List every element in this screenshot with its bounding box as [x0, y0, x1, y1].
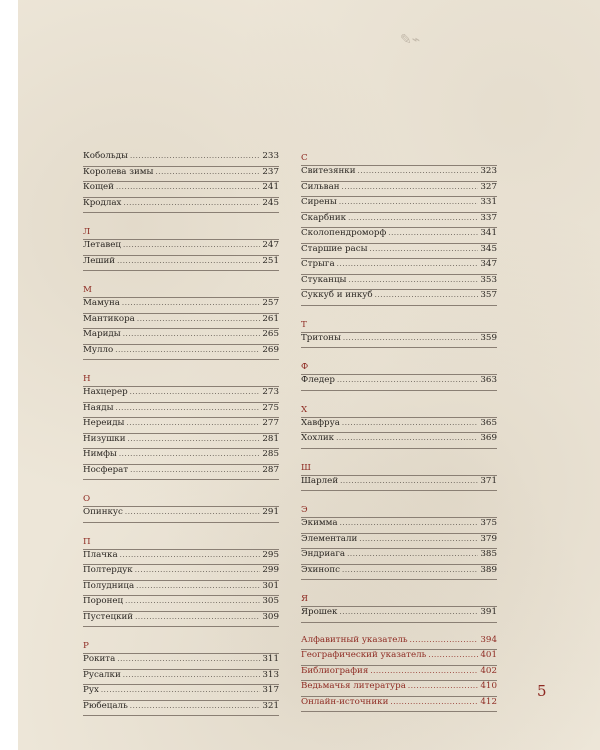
toc-entry[interactable]	[83, 198, 279, 214]
section-letter: О	[83, 492, 279, 507]
dot-leader	[116, 404, 261, 412]
toc-entry[interactable]	[83, 151, 279, 167]
toc-entry[interactable]	[83, 581, 279, 597]
dot-leader	[339, 198, 479, 206]
toc-column-right	[301, 151, 497, 712]
letter-group	[301, 151, 497, 306]
dot-leader	[123, 671, 261, 679]
entry-title: Нахцерер	[83, 387, 128, 397]
entry-page-number: 327	[480, 181, 497, 192]
entry-title: Полудница	[83, 580, 135, 591]
dot-leader	[359, 535, 478, 543]
entry-page-number: 285	[262, 449, 279, 459]
entry-title: Леший	[83, 255, 116, 266]
entry-title: Мулло	[83, 344, 114, 355]
dot-leader	[115, 346, 260, 354]
entry-title: Наяды	[83, 402, 114, 413]
entry-title: Стрыга	[301, 259, 335, 269]
toc-entry[interactable]	[83, 550, 279, 566]
letter-group	[301, 461, 497, 492]
entry-title: Сильван	[301, 181, 340, 192]
entry-page-number: 323	[480, 166, 497, 176]
dot-leader	[388, 229, 478, 237]
dot-leader	[125, 508, 261, 516]
section-letter: П	[83, 535, 279, 550]
entry-page-number: 251	[262, 255, 279, 266]
entry-title: Тритоны	[301, 332, 341, 343]
dot-leader	[123, 330, 261, 338]
letter-group	[83, 151, 279, 213]
section-letter: Ш	[301, 461, 497, 476]
entry-title: Рокита	[83, 654, 116, 664]
book-page	[18, 0, 600, 750]
page-number: 5	[537, 682, 547, 700]
entry-title: Экимма	[301, 518, 338, 528]
entry-title: Мамуна	[83, 298, 120, 308]
entry-page-number: 237	[262, 166, 279, 177]
entry-page-number: 269	[262, 344, 279, 355]
section-letter: Ф	[301, 360, 497, 375]
entry-title: Мантикора	[83, 313, 135, 324]
dot-leader	[116, 183, 260, 191]
entry-page-number: 305	[262, 596, 279, 606]
toc-entry[interactable]	[83, 449, 279, 465]
entry-page-number: 394	[480, 634, 497, 645]
dot-leader	[358, 167, 479, 175]
entry-title: Скарбник	[301, 212, 347, 223]
dot-leader	[137, 315, 261, 323]
toc-entry[interactable]	[83, 654, 279, 670]
toc-entry[interactable]	[83, 403, 279, 419]
entry-page-number: 291	[262, 507, 279, 517]
entry-title: Элементали	[301, 533, 358, 544]
toc-entry[interactable]	[301, 476, 497, 492]
entry-title: Библиография	[301, 665, 369, 676]
toc-entry[interactable]	[301, 375, 497, 391]
entry-title: Королева зимы	[83, 166, 154, 177]
toc-entry[interactable]	[301, 666, 497, 682]
letter-group	[83, 639, 279, 716]
dot-leader	[348, 214, 478, 222]
toc-entry[interactable]	[301, 518, 497, 534]
entry-title: Нереиды	[83, 418, 125, 428]
letter-group	[301, 592, 497, 623]
dot-leader	[339, 608, 478, 616]
entry-title: Стуканцы	[301, 274, 347, 285]
entry-title: Поронец	[83, 596, 124, 606]
toc-entry[interactable]	[301, 565, 497, 581]
entry-page-number: 281	[262, 433, 279, 444]
dot-leader	[120, 551, 261, 559]
section-letter: Л	[83, 225, 279, 240]
dot-leader	[155, 168, 260, 176]
toc-entry[interactable]	[301, 166, 497, 182]
toc-entry[interactable]	[301, 290, 497, 306]
dot-leader	[130, 702, 261, 710]
entry-title: Кродлах	[83, 197, 122, 208]
entry-title: Плачка	[83, 549, 118, 560]
entry-title: Мариды	[83, 329, 121, 339]
toc-entry[interactable]	[83, 345, 279, 361]
toc-entry[interactable]	[301, 534, 497, 550]
toc-entry[interactable]	[301, 697, 497, 713]
entry-page-number: 353	[480, 274, 497, 285]
toc-entry[interactable]	[83, 565, 279, 581]
entry-title: Русалки	[83, 669, 121, 680]
dot-leader	[342, 419, 478, 427]
toc-entry[interactable]	[83, 685, 279, 701]
dot-leader	[119, 450, 261, 458]
section-letter: Р	[83, 639, 279, 654]
entry-title: Хохлик	[301, 433, 335, 443]
section-letter: Т	[301, 318, 497, 333]
entry-title: Эхинопс	[301, 564, 341, 575]
toc-entry[interactable]	[301, 182, 497, 198]
entry-title: Суккуб и инкуб	[301, 290, 373, 300]
letter-group	[83, 372, 279, 480]
toc-entry[interactable]	[83, 256, 279, 272]
entry-page-number: 331	[480, 197, 497, 207]
dot-leader	[130, 466, 260, 474]
dot-leader	[343, 334, 479, 342]
toc-entry[interactable]	[301, 197, 497, 213]
entry-title: Алфавитный указатель	[301, 634, 408, 645]
dot-leader	[370, 667, 478, 675]
entry-title: Нимфы	[83, 449, 117, 459]
toc-entry[interactable]	[301, 275, 497, 291]
entry-page-number: 245	[262, 197, 279, 208]
dot-leader	[128, 435, 261, 443]
dot-leader	[123, 241, 260, 249]
section-letter: Э	[301, 503, 497, 518]
entry-title: Географический указатель	[301, 650, 427, 660]
entry-page-number: 317	[262, 685, 279, 695]
toc-entry[interactable]	[83, 465, 279, 481]
dot-leader	[369, 245, 478, 253]
dot-leader	[390, 698, 478, 706]
toc-entry[interactable]	[301, 607, 497, 623]
entry-page-number: 247	[262, 240, 279, 250]
letter-group	[301, 360, 497, 391]
entry-page-number: 369	[480, 433, 497, 443]
entry-title: Эндриага	[301, 549, 346, 559]
dot-leader	[408, 682, 478, 690]
entry-title: Онлайн-источники	[301, 696, 389, 707]
entry-page-number: 410	[480, 681, 497, 691]
entry-page-number: 311	[262, 654, 279, 664]
toc-entry[interactable]	[301, 213, 497, 229]
toc-entry[interactable]	[301, 635, 497, 651]
dot-leader	[117, 655, 260, 663]
letter-group	[83, 492, 279, 523]
toc-entry[interactable]	[83, 314, 279, 330]
entry-title: Рюбецаль	[83, 700, 128, 711]
dot-leader	[336, 434, 478, 442]
toc-entry[interactable]	[83, 670, 279, 686]
entry-page-number: 391	[480, 607, 497, 617]
letter-group	[83, 535, 279, 628]
letter-group	[83, 225, 279, 271]
entry-title: Кощей	[83, 182, 114, 192]
entry-title: Летавец	[83, 240, 121, 250]
toc-entry[interactable]	[83, 507, 279, 523]
toc-column-left	[83, 151, 279, 716]
dot-leader	[347, 550, 478, 558]
entry-page-number: 309	[262, 611, 279, 622]
entry-page-number: 389	[480, 564, 497, 575]
dot-leader	[135, 613, 260, 621]
toc-entry[interactable]	[83, 167, 279, 183]
toc-entry[interactable]	[83, 298, 279, 314]
toc-entry[interactable]	[301, 244, 497, 260]
entry-page-number: 265	[262, 329, 279, 339]
entry-page-number: 347	[480, 259, 497, 269]
entry-page-number: 401	[480, 650, 497, 660]
toc-entry[interactable]	[83, 182, 279, 198]
dot-leader	[136, 582, 260, 590]
entry-page-number: 273	[262, 387, 279, 397]
entry-title: Носферат	[83, 464, 129, 475]
entry-page-number: 301	[262, 580, 279, 591]
entry-title: Свитезянки	[301, 166, 356, 176]
entry-page-number: 365	[480, 417, 497, 428]
entry-title: Сирены	[301, 197, 337, 207]
entry-title: Рух	[83, 685, 99, 695]
entry-page-number: 321	[262, 700, 279, 711]
entry-page-number: 337	[480, 212, 497, 223]
dot-leader	[126, 419, 260, 427]
toc-entry[interactable]	[83, 387, 279, 403]
entry-title: Ведьмачья литература	[301, 681, 406, 691]
dot-leader	[337, 260, 479, 268]
dot-leader	[428, 651, 478, 659]
entry-page-number: 371	[480, 475, 497, 486]
toc-entry[interactable]	[301, 681, 497, 697]
entry-title: Сколопендроморф	[301, 228, 387, 238]
dot-leader	[375, 291, 479, 299]
entry-title: Старшие расы	[301, 243, 368, 254]
letter-group	[301, 318, 497, 349]
toc-entry[interactable]	[301, 433, 497, 449]
dot-leader	[342, 183, 479, 191]
toc-entry[interactable]	[83, 240, 279, 256]
dot-leader	[342, 566, 478, 574]
letter-group	[83, 283, 279, 360]
letter-group	[301, 503, 497, 580]
dot-leader	[340, 477, 478, 485]
section-letter: Н	[83, 372, 279, 387]
dot-leader	[117, 257, 260, 265]
entry-page-number: 261	[262, 313, 279, 324]
toc-entry[interactable]	[83, 596, 279, 612]
entry-page-number: 363	[480, 375, 497, 385]
dot-leader	[130, 388, 261, 396]
entry-title: Шарлей	[301, 475, 339, 486]
toc-entry[interactable]	[83, 701, 279, 717]
entry-page-number: 313	[262, 669, 279, 680]
entry-page-number: 375	[480, 518, 497, 528]
dot-leader	[348, 276, 478, 284]
faded-stamp: ✎⌁	[400, 32, 421, 48]
section-letter: Х	[301, 403, 497, 418]
toc-entry[interactable]	[301, 418, 497, 434]
entry-title: Фледер	[301, 375, 335, 385]
dot-leader	[125, 597, 260, 605]
dot-leader	[122, 299, 260, 307]
entry-page-number: 275	[262, 402, 279, 413]
dot-leader	[135, 566, 261, 574]
section-letter: С	[301, 151, 497, 166]
toc-entry[interactable]	[83, 418, 279, 434]
entry-page-number: 379	[480, 533, 497, 544]
dot-leader	[410, 636, 479, 644]
entry-page-number: 233	[262, 151, 279, 161]
toc-entry[interactable]	[301, 333, 497, 349]
entry-page-number: 412	[480, 696, 497, 707]
entry-page-number: 402	[480, 665, 497, 676]
entry-page-number: 345	[480, 243, 497, 254]
entry-title: Хавфруа	[301, 417, 340, 428]
entry-title: Ярошек	[301, 607, 338, 617]
toc-entry[interactable]	[301, 259, 497, 275]
dot-leader	[123, 199, 260, 207]
toc-entry[interactable]	[301, 228, 497, 244]
dot-leader	[101, 686, 261, 694]
entry-page-number: 359	[480, 332, 497, 343]
section-letter: Я	[301, 592, 497, 607]
dot-leader	[337, 376, 478, 384]
entry-page-number: 341	[480, 228, 497, 238]
toc-entry[interactable]	[83, 329, 279, 345]
section-letter: М	[83, 283, 279, 298]
toc-entry[interactable]	[83, 434, 279, 450]
entry-title: Низушки	[83, 433, 126, 444]
entry-title: Кобольды	[83, 151, 128, 161]
entry-title: Опинкус	[83, 507, 123, 517]
toc-entry[interactable]	[301, 549, 497, 565]
entry-page-number: 277	[262, 418, 279, 428]
entry-page-number: 287	[262, 464, 279, 475]
appendix-entries	[301, 635, 497, 713]
entry-page-number: 357	[480, 290, 497, 300]
entry-page-number: 385	[480, 549, 497, 559]
dot-leader	[340, 519, 479, 527]
letter-group	[301, 403, 497, 449]
toc-entry[interactable]	[301, 650, 497, 666]
entry-page-number: 299	[262, 565, 279, 575]
dot-leader	[130, 152, 260, 160]
entry-page-number: 241	[262, 182, 279, 192]
entry-title: Пустецкий	[83, 611, 134, 622]
entry-title: Полтердук	[83, 565, 133, 575]
entry-page-number: 295	[262, 549, 279, 560]
toc-entry[interactable]	[83, 612, 279, 628]
entry-page-number: 257	[262, 298, 279, 308]
